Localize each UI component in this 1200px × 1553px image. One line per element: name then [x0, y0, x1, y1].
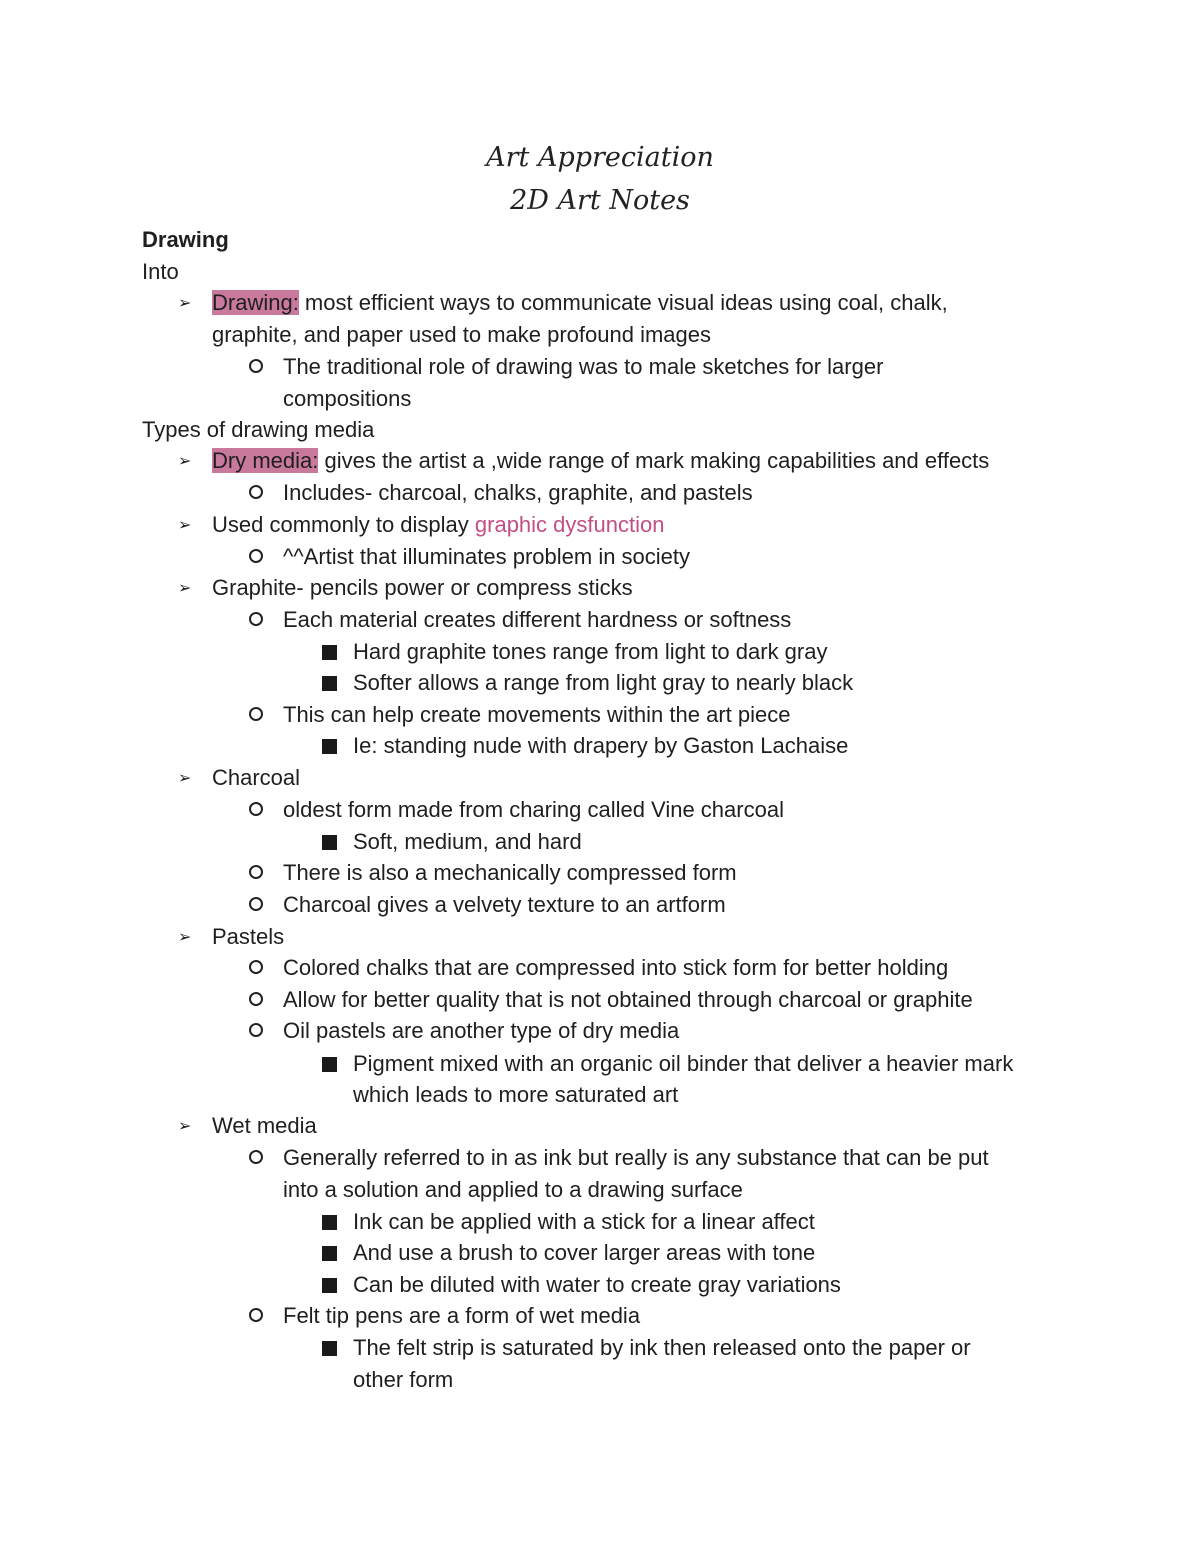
sub-sub-bullet-text: The felt strip is saturated by ink then released onto the paper or	[353, 1335, 971, 1360]
bullet-graphic-dysfunction	[178, 509, 665, 541]
sub-bullet	[283, 952, 948, 984]
sub-sub-bullet-continuation: which leads to more saturated art	[353, 1082, 679, 1107]
sub-bullet	[283, 1142, 989, 1174]
sub-bullet	[283, 984, 973, 1016]
sub-bullet-text: Charcoal gives a velvety texture to an artform	[283, 892, 726, 917]
highlighted-term: Drawing:	[212, 290, 299, 315]
section-heading-drawing: Drawing	[142, 227, 229, 252]
accent-term: graphic dysfunction	[474, 512, 665, 537]
square-bullet-icon	[322, 835, 337, 850]
square-bullet-icon	[322, 676, 337, 691]
square-bullet-icon	[322, 1215, 337, 1230]
circle-bullet-icon	[249, 1308, 263, 1322]
sub-sub-bullet	[353, 1237, 815, 1269]
circle-bullet-icon	[249, 549, 263, 563]
arrow-bullet-icon: ➢	[178, 517, 192, 534]
circle-bullet-icon	[249, 865, 263, 879]
sub-bullet-text: oldest form made from charing called Vine charcoal	[283, 797, 784, 822]
bullet-text: Wet media	[212, 1113, 317, 1138]
sub-sub-bullet-text: Hard graphite tones range from light to dark gray	[353, 639, 828, 664]
sub-sub-bullet	[353, 1332, 971, 1364]
circle-bullet-icon	[249, 485, 263, 499]
sub-sub-bullet-text: Soft, medium, and hard	[353, 829, 582, 854]
arrow-bullet-icon: ➢	[178, 295, 192, 312]
bullet-charcoal	[178, 762, 301, 794]
square-bullet-icon	[322, 645, 337, 660]
sub-bullet-text: The traditional role of drawing was to male sketches for larger	[283, 354, 884, 379]
bullet-graphite	[178, 572, 633, 604]
sub-sub-bullet	[353, 730, 848, 762]
square-bullet-icon	[322, 1341, 337, 1356]
subheading-types: Types of drawing media	[142, 417, 375, 442]
bullet-wet-media	[178, 1110, 317, 1142]
bullet-drawing-definition	[178, 287, 948, 319]
bullet-dry-media	[178, 445, 990, 477]
arrow-bullet-icon: ➢	[178, 929, 192, 946]
sub-bullet	[283, 889, 726, 921]
circle-bullet-icon	[249, 802, 263, 816]
arrow-bullet-icon: ➢	[178, 580, 192, 597]
arrow-bullet-icon: ➢	[178, 1118, 192, 1135]
circle-bullet-icon	[249, 707, 263, 721]
sub-bullet-text: Includes- charcoal, chalks, graphite, and pastels	[283, 480, 753, 505]
sub-sub-bullet	[353, 1048, 1013, 1080]
square-bullet-icon	[322, 1246, 337, 1261]
bullet-text: Used commonly to display	[212, 512, 475, 537]
sub-sub-bullet	[353, 667, 853, 699]
document-subtitle: 2D Art Notes	[510, 185, 690, 216]
bullet-text: most efficient ways to communicate visual ideas using coal, chalk,	[298, 290, 948, 315]
bullet-continuation: graphite, and paper used to make profound images	[212, 322, 711, 347]
sub-sub-bullet-continuation: other form	[353, 1367, 454, 1392]
sub-bullet-text: There is also a mechanically compressed form	[283, 860, 737, 885]
bullet-text: Pastels	[212, 924, 285, 949]
sub-bullet	[283, 794, 784, 826]
bullet-text: Charcoal	[212, 765, 301, 790]
sub-sub-bullet	[353, 1206, 815, 1238]
document-title: Art Appreciation	[486, 142, 714, 173]
sub-bullet-text: ^^Artist that illuminates problem in society	[283, 544, 691, 569]
sub-sub-bullet-text: Ie: standing nude with drapery by Gaston Lachaise	[353, 733, 849, 758]
sub-bullet	[283, 604, 791, 636]
sub-bullet	[283, 1300, 640, 1332]
arrow-bullet-icon: ➢	[178, 453, 192, 470]
circle-bullet-icon	[249, 359, 263, 373]
sub-bullet	[283, 477, 753, 509]
sub-sub-bullet-text: Pigment mixed with an organic oil binder that deliver a heavier mark	[353, 1051, 1014, 1076]
sub-bullet-continuation: into a solution and applied to a drawing surface	[283, 1177, 743, 1202]
bullet-pastels	[178, 921, 285, 953]
sub-bullet	[283, 1015, 679, 1047]
sub-sub-bullet-text: Can be diluted with water to create gray variations	[353, 1272, 841, 1297]
sub-bullet-text: Each material creates different hardness or softness	[283, 607, 792, 632]
arrow-bullet-icon: ➢	[178, 770, 192, 787]
sub-bullet-text: Allow for better quality that is not obtained through charcoal or graphite	[283, 987, 973, 1012]
sub-bullet	[283, 699, 790, 731]
circle-bullet-icon	[249, 960, 263, 974]
circle-bullet-icon	[249, 1150, 263, 1164]
sub-sub-bullet-text: Softer allows a range from light gray to nearly black	[353, 670, 854, 695]
sub-bullet	[283, 351, 883, 383]
sub-bullet-text: Colored chalks that are compressed into stick form for better holding	[283, 955, 949, 980]
sub-sub-bullet-text: And use a brush to cover larger areas with tone	[353, 1240, 816, 1265]
circle-bullet-icon	[249, 992, 263, 1006]
bullet-text: Graphite- pencils power or compress sticks	[212, 575, 633, 600]
sub-bullet-continuation: compositions	[283, 386, 412, 411]
sub-bullet-text: Felt tip pens are a form of wet media	[283, 1303, 641, 1328]
square-bullet-icon	[322, 1057, 337, 1072]
circle-bullet-icon	[249, 612, 263, 626]
subheading-intro: Into	[142, 259, 179, 284]
sub-sub-bullet	[353, 636, 827, 668]
sub-bullet	[283, 541, 690, 573]
sub-sub-bullet	[353, 1269, 841, 1301]
sub-bullet-text: Oil pastels are another type of dry media	[283, 1018, 680, 1043]
square-bullet-icon	[322, 1278, 337, 1293]
square-bullet-icon	[322, 739, 337, 754]
sub-sub-bullet	[353, 826, 582, 858]
sub-bullet-text: Generally referred to in as ink but really is any substance that can be put	[283, 1145, 989, 1170]
sub-bullet-text: This can help create movements within the art piece	[283, 702, 791, 727]
highlighted-term: Dry media:	[212, 448, 319, 473]
circle-bullet-icon	[249, 1023, 263, 1037]
sub-sub-bullet-text: Ink can be applied with a stick for a linear affect	[353, 1209, 815, 1234]
sub-bullet	[283, 857, 737, 889]
circle-bullet-icon	[249, 897, 263, 911]
bullet-text: gives the artist a ,wide range of mark making capabilities and effects	[318, 448, 990, 473]
